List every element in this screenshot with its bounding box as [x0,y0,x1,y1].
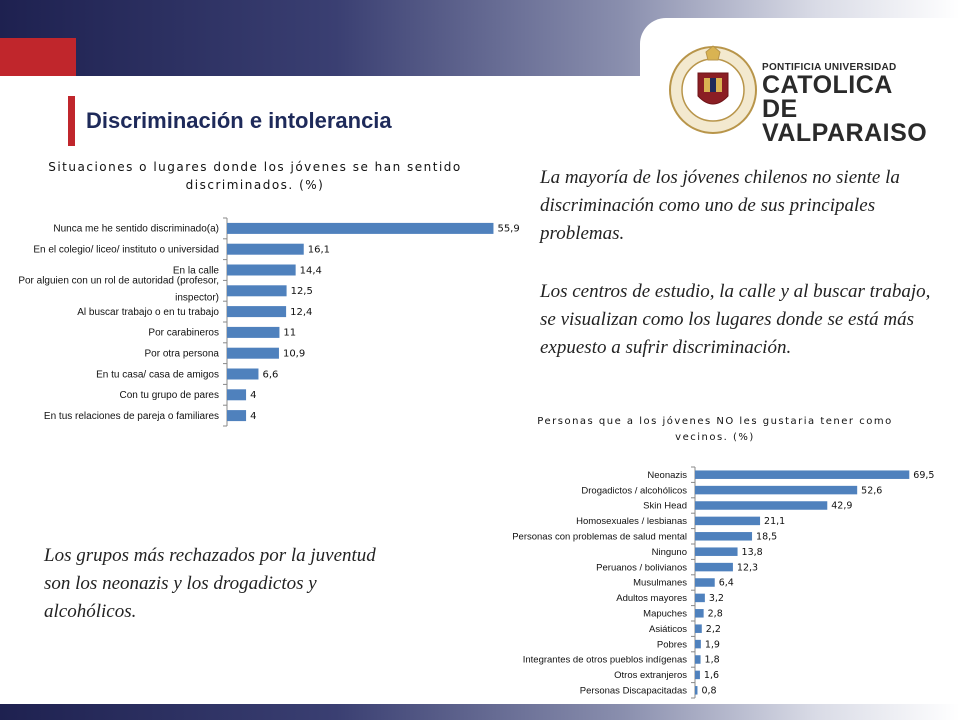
chart1-category-label: En la calle [172,265,219,277]
text-paragraph-1: La mayoría de los jóvenes chilenos no siente la discriminación como uno de sus principales problemas. [540,167,900,244]
chart2-value-label: 6,4 [718,577,734,589]
chart2-value-label: 2,8 [707,608,723,620]
chart2-category-label: Mapuches [643,608,687,620]
chart1-value-label: 4 [250,410,257,422]
chart1-title [40,158,470,194]
university-name-line1: PONTIFICIA UNIVERSIDAD [762,62,897,73]
chart2-value-label: 1,6 [703,670,720,682]
chart1-title-line1: Situaciones o lugares donde los jóvenes se han sentido [48,160,462,174]
chart2-category-label: Pobres [656,639,687,651]
chart2-category-label: Peruanos / bolivianos [596,562,687,574]
discrimination-places-chart [0,200,520,440]
chart2-category-label: Adultos mayores [616,593,687,605]
chart2-bar [695,563,733,572]
chart2-bar [695,671,700,680]
chart2-bar [695,547,738,556]
text-paragraph-2: Los centros de estudio, la calle y al buscar trabajo, se visualizan como los lugares donde se está más expuesto a sufrir discriminación. [540,281,931,358]
chart1-bar [227,327,279,338]
chart2-category-label: Integrantes de otros pueblos indígenas [522,654,687,666]
chart2-bar [695,609,704,618]
chart2-category-label: Skin Head [643,500,687,512]
chart1-category-label: Por carabineros [148,327,219,339]
university-seal [668,38,758,138]
chart1-category-label: Por alguien con un rol de autoridad (profesor, [18,275,219,287]
chart1-bar [227,244,304,255]
chart1-category-label: Al buscar trabajo o en tu trabajo [77,306,219,318]
chart2-value-label: 1,9 [704,639,720,651]
chart1-bar [227,285,287,296]
chart1-bar [227,348,279,359]
chart1-value-label: 6,6 [262,369,279,381]
chart2-value-label: 1,8 [704,654,720,666]
university-name [762,62,960,145]
chart2-value-label: 12,3 [736,562,759,574]
university-name-line2: CATOLICA [762,71,893,99]
unwanted-neighbors-chart [440,460,955,702]
chart2-value-label: 69,5 [913,469,935,481]
chart2-bar [695,517,760,526]
chart1-category-label: Con tu grupo de pares [119,390,219,402]
chart2-value-label: 42,9 [831,500,853,512]
chart2-bar [695,486,857,495]
chart2-category-label: Homosexuales / lesbianas [576,516,687,528]
chart2-value-label: 2,2 [705,623,721,635]
text-paragraph-3: Los grupos más rechazados por la juventud son los neonazis y los drogadictos y alcohólicos. [44,545,376,622]
chart2-value-label: 3,2 [708,593,724,605]
chart2-category-label: Ninguno [651,546,687,558]
chart2-category-label: Personas con problemas de salud mental [512,531,687,543]
page-title: Discriminación e intolerancia [86,108,392,133]
chart2-bar [695,640,701,649]
chart2-value-label: 13,8 [741,546,763,558]
chart1-bar [227,389,246,400]
chart2-title-line1: Personas que a los jóvenes NO les gustaria tener como [537,416,893,427]
chart1-category-label: Por otra persona [144,348,219,360]
chart2-category-label: Drogadictos / alcohólicos [581,485,687,497]
university-name-line3: DE VALPARAISO [762,95,928,147]
chart2-bar [695,594,705,603]
chart1-value-label: 10,9 [282,348,306,360]
chart2-title [530,414,900,446]
chart1-value-label: 16,1 [307,244,331,256]
chart2-category-label: Asiáticos [648,623,687,635]
chart2-bar [695,655,701,664]
chart1-value-label: 12,5 [290,286,313,298]
chart2-category-label: Neonazis [647,469,687,481]
chart1-bar [227,410,246,421]
chart2-bar [695,624,702,633]
chart2-value-label: 52,6 [861,485,883,497]
chart1-value-label: 11 [283,327,297,339]
chart1-value-label: 4 [250,390,257,402]
chart1-category-label: inspector) [175,292,219,304]
chart2-category-label: Otros extranjeros [614,670,687,682]
chart1-value-label: 12,4 [290,306,313,318]
chart2-value-label: 0,8 [701,685,717,697]
chart2-bar [695,578,715,587]
header-red-accent [0,38,76,76]
chart1-category-label: En tus relaciones de pareja o familiares [43,410,219,422]
chart1-title-line2: discriminados. (%) [185,178,325,192]
chart1-bar [227,223,493,234]
title-accent-bar [68,96,75,146]
chart1-value-label: 55,9 [497,223,520,235]
chart1-value-label: 14,4 [299,265,322,277]
chart2-bar [695,686,697,695]
chart2-title-line2: vecinos. (%) [675,432,755,443]
chart1-category-label: En el colegio/ liceo/ instituto o universidad [33,244,219,256]
chart2-value-label: 18,5 [756,531,778,543]
chart2-category-label: Musulmanes [633,577,687,589]
chart1-bar [227,265,296,276]
chart2-bar [695,501,827,510]
chart1-category-label: Nunca me he sentido discriminado(a) [53,223,219,235]
chart1-bar [227,306,286,317]
chart2-value-label: 21,1 [764,516,786,528]
chart1-bar [227,369,258,380]
chart2-category-label: Personas Discapacitadas [579,685,687,697]
chart1-category-label: En tu casa/ casa de amigos [96,369,219,381]
chart2-bar [695,532,752,541]
chart2-bar [695,470,909,479]
footer-band [0,704,960,720]
